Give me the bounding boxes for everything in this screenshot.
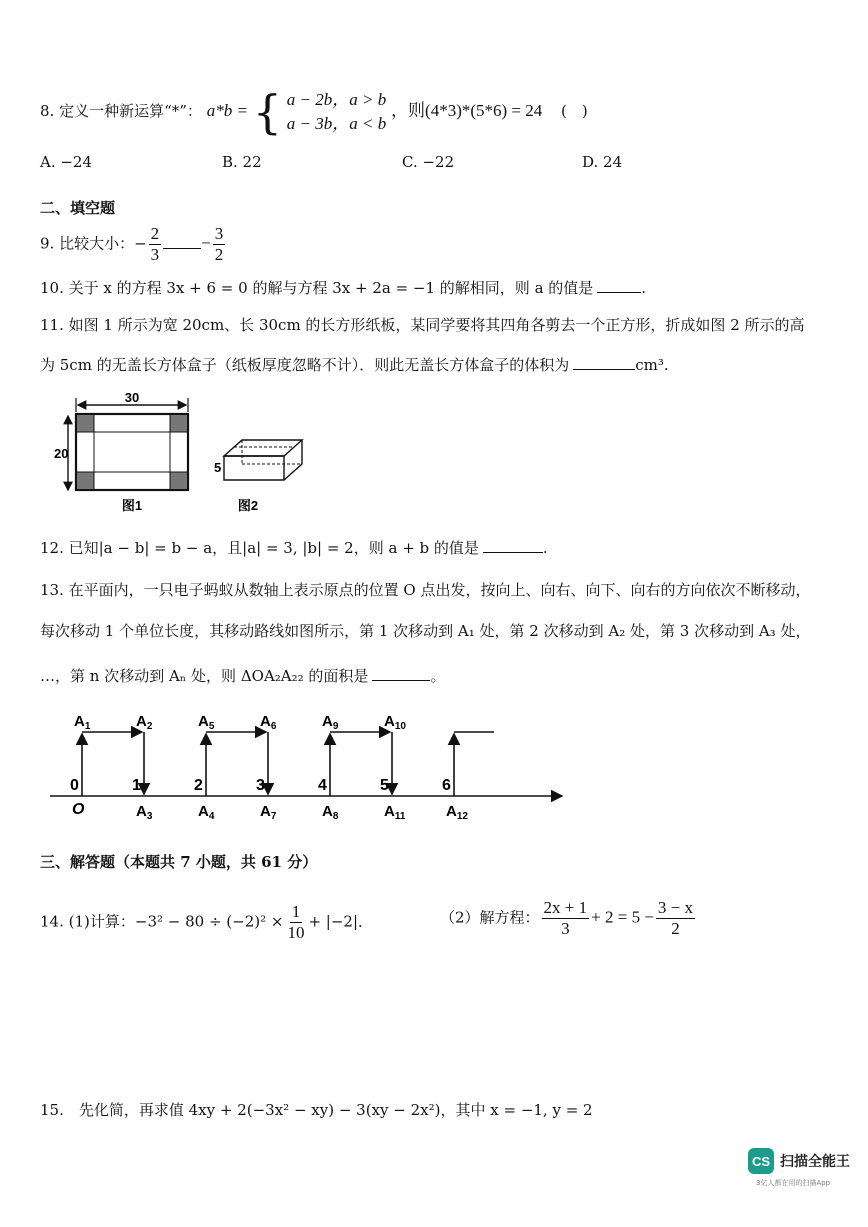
q10-end: . (641, 279, 647, 297)
watermark-subtitle: 3亿人都在用的扫描App (756, 1179, 831, 1187)
q13-line-2: 每次移动 1 个单位长度，其移动路线如图所示，第 1 次移动到 A₁ 处，第 2 次移动到 A₂ 处，第 3 次移动到 A₃ 处， (40, 622, 811, 640)
q9-minus: − (201, 233, 211, 253)
bottom-label-A7: $A_7$ (260, 803, 277, 822)
q11-line-2: 为 5cm 的无盖长方体盒子（纸板厚度忽略不计）．则此无盖长方体盒子的体积为 (40, 356, 570, 374)
q13-blank (372, 680, 430, 681)
q11-end: . (663, 356, 669, 374)
q14-part-1 (40, 902, 373, 943)
top-label-A10: $A_{10}$ (384, 713, 406, 732)
q13-line-3-wrap (40, 666, 445, 686)
q8-option-b: B. 22 (222, 153, 262, 171)
watermark-name: 扫描全能王 (780, 1154, 850, 1170)
q8-case-2: a − 3b，a < b (286, 114, 387, 133)
fig1-height-label: 20 (54, 446, 69, 461)
q14-lhs-den: 3 (561, 919, 570, 938)
q11-blank (573, 369, 635, 370)
q8-cases (287, 88, 386, 136)
q8-number: 8. (40, 102, 55, 120)
bottom-label-A3: $A_3$ (136, 803, 153, 822)
q11-figures (48, 388, 338, 518)
q8-brace: { (252, 85, 283, 139)
q13-end: 。 (430, 667, 446, 685)
q9-frac2-den: 2 (214, 245, 224, 264)
q13-line-3: …，第 n 次移动到 Aₙ 处，则 ΔOA₂A₂₂ 的面积是 (40, 667, 369, 685)
q8-stem: 定义一种新运算“*”： (59, 102, 202, 120)
q10-text: 10. 关于 x 的方程 3x + 6 = 0 的解与方程 3x + 2a = −1 的解相同，则 a 的值是 (40, 279, 594, 297)
top-label-A2: $A_2$ (136, 713, 153, 732)
q11-line-1: 11. 如图 1 所示为宽 20cm、长 30cm 的长方形纸板，某同学要将其四角各剪去一个正方形，折成如图 2 所示的高 (40, 316, 805, 334)
axis-number-2: 2 (194, 777, 203, 794)
q11-unit: cm³ (635, 356, 664, 374)
q9-fraction-1 (149, 224, 162, 265)
fig2-caption: 图2 (237, 498, 259, 513)
q8-option-d: D. 24 (582, 153, 623, 171)
axis-number-6: 6 (442, 777, 451, 794)
axis-number-1: 1 (132, 777, 141, 794)
q12-blank (483, 552, 543, 553)
fig1-corner-tl (77, 415, 94, 432)
q8-case-1: a − 2b，a > b (286, 90, 387, 109)
q12-text: 12. 已知|a − b| = b − a，且|a| = 3, |b| = 2，则 a + b 的值是 (40, 539, 479, 557)
q14-mid: + 2 = 5 − (591, 907, 654, 927)
bottom-label-A4: $A_4$ (198, 803, 215, 822)
top-label-A1: $A_1$ (74, 713, 91, 732)
fig1-corner-bl (77, 472, 94, 489)
camscanner-logo: CS (748, 1148, 774, 1174)
fig2-box (224, 440, 302, 480)
question-9 (40, 224, 227, 265)
fig1-width-label: 30 (124, 390, 140, 405)
q14-lhs-fraction (542, 898, 590, 939)
axis-number-5: 5 (380, 777, 389, 794)
q13-line-1: 13. 在平面内，一只电子蚂蚁从数轴上表示原点的位置 O 点出发，按向上、向右、向下、向右的方向依次不断移动， (40, 581, 811, 599)
q8-tail: ，则(4*3)*(5*6) = 24 (391, 101, 543, 120)
axis-number-0: 0 (70, 777, 79, 794)
q14-frac-den: 10 (287, 923, 305, 942)
q9-frac2-num: 3 (214, 224, 224, 243)
q14-rhs-fraction (656, 898, 695, 939)
bottom-label-A8: $A_8$ (322, 803, 339, 822)
q13-ant-path-figure (40, 700, 600, 830)
q14-rhs-num: 3 − x (657, 898, 693, 917)
axis-number-4: 4 (318, 777, 327, 794)
q12-end: . (542, 539, 548, 557)
question-12 (40, 538, 548, 558)
q9-text: 9. 比较大小：− (40, 234, 147, 253)
q8-answer-paren: ( ) (561, 102, 588, 120)
scanner-watermark (748, 1148, 850, 1174)
q8-option-a: A. −24 (40, 153, 93, 171)
q8-def-lhs: a*b = (206, 101, 248, 120)
question-8 (40, 85, 588, 139)
section-2-heading: 二、填空题 (40, 199, 116, 217)
q11-line-2-wrap (40, 355, 669, 375)
origin-label: O (72, 801, 85, 818)
top-label-A5: $A_5$ (198, 713, 215, 732)
fig1-corner-tr (170, 415, 187, 432)
fig2-height-label: 5 (214, 460, 222, 475)
q10-blank (597, 292, 641, 293)
bottom-label-A11: $A_{11}$ (384, 803, 406, 822)
axis-number-3: 3 (256, 777, 265, 794)
q9-frac1-num: 2 (150, 224, 160, 243)
q14-part1-text: 14. (1)计算：−3² − 80 ÷ (−2)² × (40, 912, 284, 931)
q14-part1-tail: + |−2|． (308, 912, 374, 931)
top-label-A9: $A_9$ (322, 713, 339, 732)
question-10 (40, 278, 646, 298)
q14-rhs-den: 2 (671, 919, 680, 938)
fig1-caption: 图1 (121, 498, 143, 513)
bottom-label-A12: $A_{12}$ (446, 803, 468, 822)
fig1-corner-br (170, 472, 187, 489)
q14-part2-text: （2）解方程： (440, 908, 540, 927)
q14-part-2 (440, 898, 697, 939)
top-label-A6: $A_6$ (260, 713, 277, 732)
q14-lhs-num: 2x + 1 (543, 898, 588, 917)
q8-option-c: C. −22 (402, 153, 455, 171)
section-3-heading: 三、解答题（本题共 7 小题，共 61 分） (40, 853, 318, 871)
q14-fraction (285, 902, 306, 943)
q9-frac1-den: 3 (150, 245, 160, 264)
q9-blank (163, 248, 201, 249)
question-15: 15. 先化简，再求值 4xy + 2(−3x² − xy) − 3(xy − 2x²)，其中 x = −1, y = 2 (40, 1101, 593, 1119)
q9-fraction-2 (213, 224, 226, 265)
q14-frac-num: 1 (291, 902, 301, 921)
